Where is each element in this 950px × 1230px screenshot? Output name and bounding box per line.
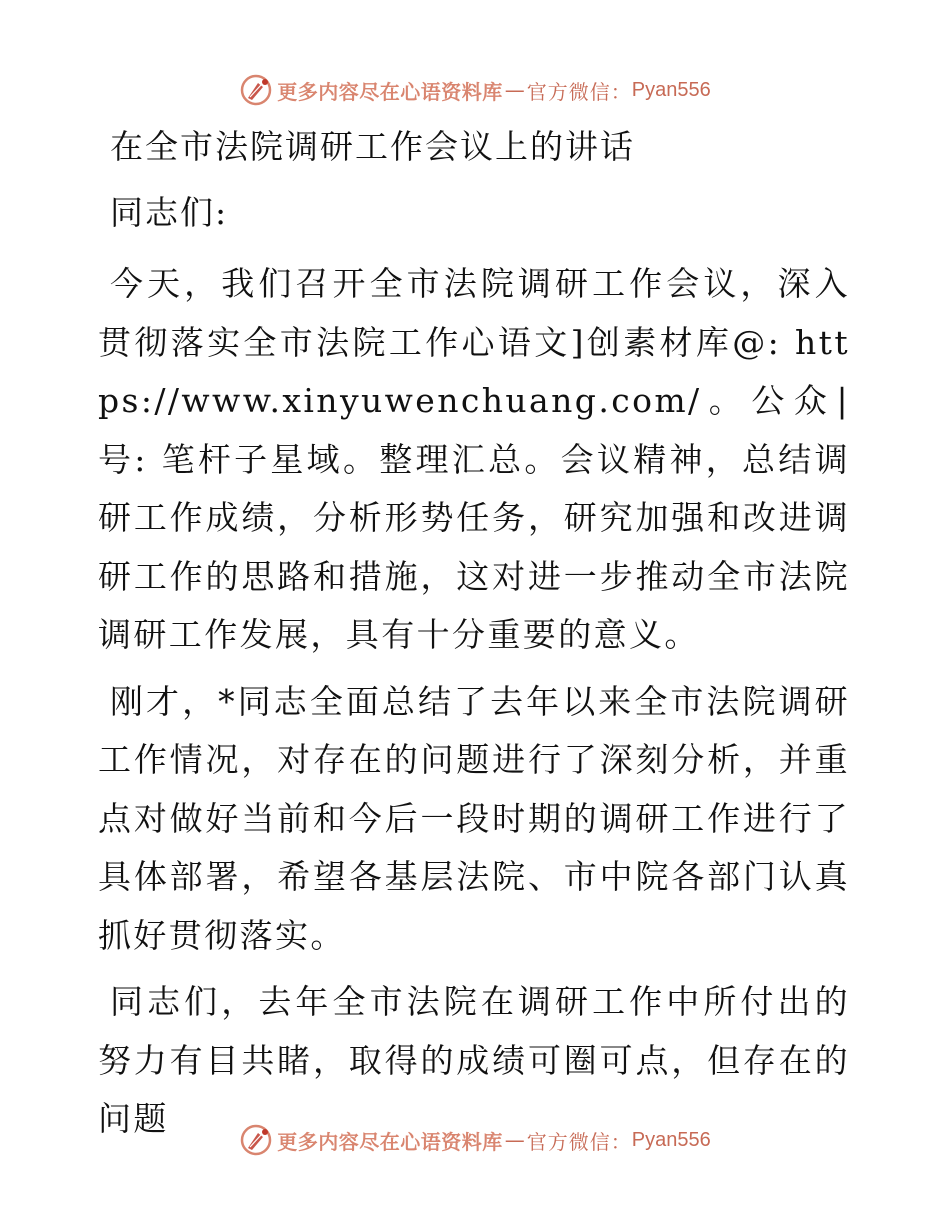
- watermark-slogan: 更多内容尽在心语资料库: [277, 79, 503, 104]
- pen-nib-logo-icon: [239, 1123, 273, 1157]
- watermark-slogan: 更多内容尽在心语资料库: [277, 1129, 503, 1154]
- document-salutation: 同志们:: [110, 193, 229, 232]
- paragraph-1: 今天，我们召开全市法院调研工作会议，深入贯彻落实全市法院工作心语文]创素材库@: https://www.xinyuwenchuang.com/。公众|号: 笔杆子星域。整理汇总。会议精神，总结调研工作成绩，分析形势任务，研究加强和改进调研工作的思路和措施，这对进一步推动全市法院调研工作发展，具有十分重要的意义。: [98, 264, 850, 654]
- watermark-dash: —: [504, 1128, 525, 1152]
- watermark-wechat-id: Pyan556: [631, 1128, 711, 1151]
- watermark-official-label: 官方微信：: [526, 79, 632, 104]
- watermark-official-label: 官方微信：: [526, 1129, 632, 1154]
- document-body: [98, 123, 850, 1157]
- watermark-dash: —: [504, 78, 525, 102]
- watermark-footer: [0, 1120, 950, 1160]
- paragraph-3: 同志们，去年全市法院在调研工作中所付出的努力有目共睹，取得的成绩可圈可点，但存在的问题: [98, 982, 850, 1138]
- pen-nib-logo-icon: [239, 73, 273, 107]
- watermark-header: [0, 70, 950, 110]
- paragraph-2: 刚才，*同志全面总结了去年以来全市法院调研工作情况，对存在的问题进行了深刻分析，并重点对做好当前和今后一段时期的调研工作进行了具体部署，希望各基层法院、市中院各部门认真抓好贯彻落实。: [98, 681, 850, 955]
- document-title: 在全市法院调研工作会议上的讲话: [110, 127, 635, 166]
- watermark-wechat-id: Pyan556: [631, 78, 711, 101]
